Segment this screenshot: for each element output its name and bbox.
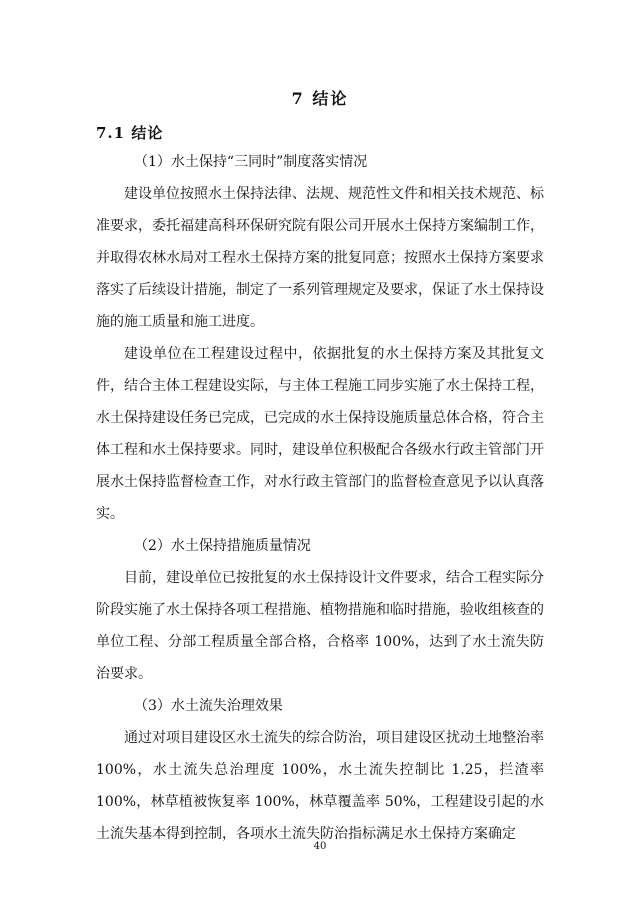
paragraph: 目前，建设单位已按批复的水土保持设计文件要求，结合工程实际分阶段实施了水土保持各项工程措施、植物措施和临时措施，验收组核查的单位工程、分部工程质量全部合格，合格率 100%，达到了水土流失防治要求。 [96,570,544,682]
paragraph: 通过对项目建设区水土流失的综合防治，项目建设区扰动土地整治率 100%，水土流失总治理度 100%，水土流失控制比 1.25，拦渣率 100%，林草植被恢复率 100%，林草覆盖率 50%，工程建设引起的水土流失基本得到控制，各项水土流失防治指标满足水土保持方案确定 [96,730,544,842]
section-title: 7.1 结论 [96,124,164,142]
subheading-measure-quality: （2）水土保持措施质量情况 [134,538,311,554]
subheading-three-simultaneous: （1）水土保持“三同时”制度落实情况 [134,154,368,170]
body-text [96,146,544,850]
page-number: 40 [313,841,327,852]
paragraph: 建设单位在工程建设过程中，依据批复的水土保持方案及其批复文件，结合主体工程建设实际，与主体工程施工同步实施了水土保持工程，水土保持建设任务已完成，已完成的水土保持设施质量总体合格，符合主体工程和水土保持要求。同时，建设单位积极配合各级水行政主管部门开展水土保持监督检查工作，对水行政主管部门的监督检查意见予以认真落实。 [96,346,544,522]
paragraph: 建设单位按照水土保持法律、法规、规范性文件和相关技术规范、标准要求，委托福建高科环保研究院有限公司开展水土保持方案编制工作，并取得农林水局对工程水土保持方案的批复同意；按照水土保持方案要求落实了后续设计措施，制定了一系列管理规定及要求，保证了水土保持设施的施工质量和施工进度。 [96,186,544,330]
chapter-title: 7 结论 [291,89,349,108]
subheading-treatment-effect: （3）水土流失治理效果 [134,698,283,714]
